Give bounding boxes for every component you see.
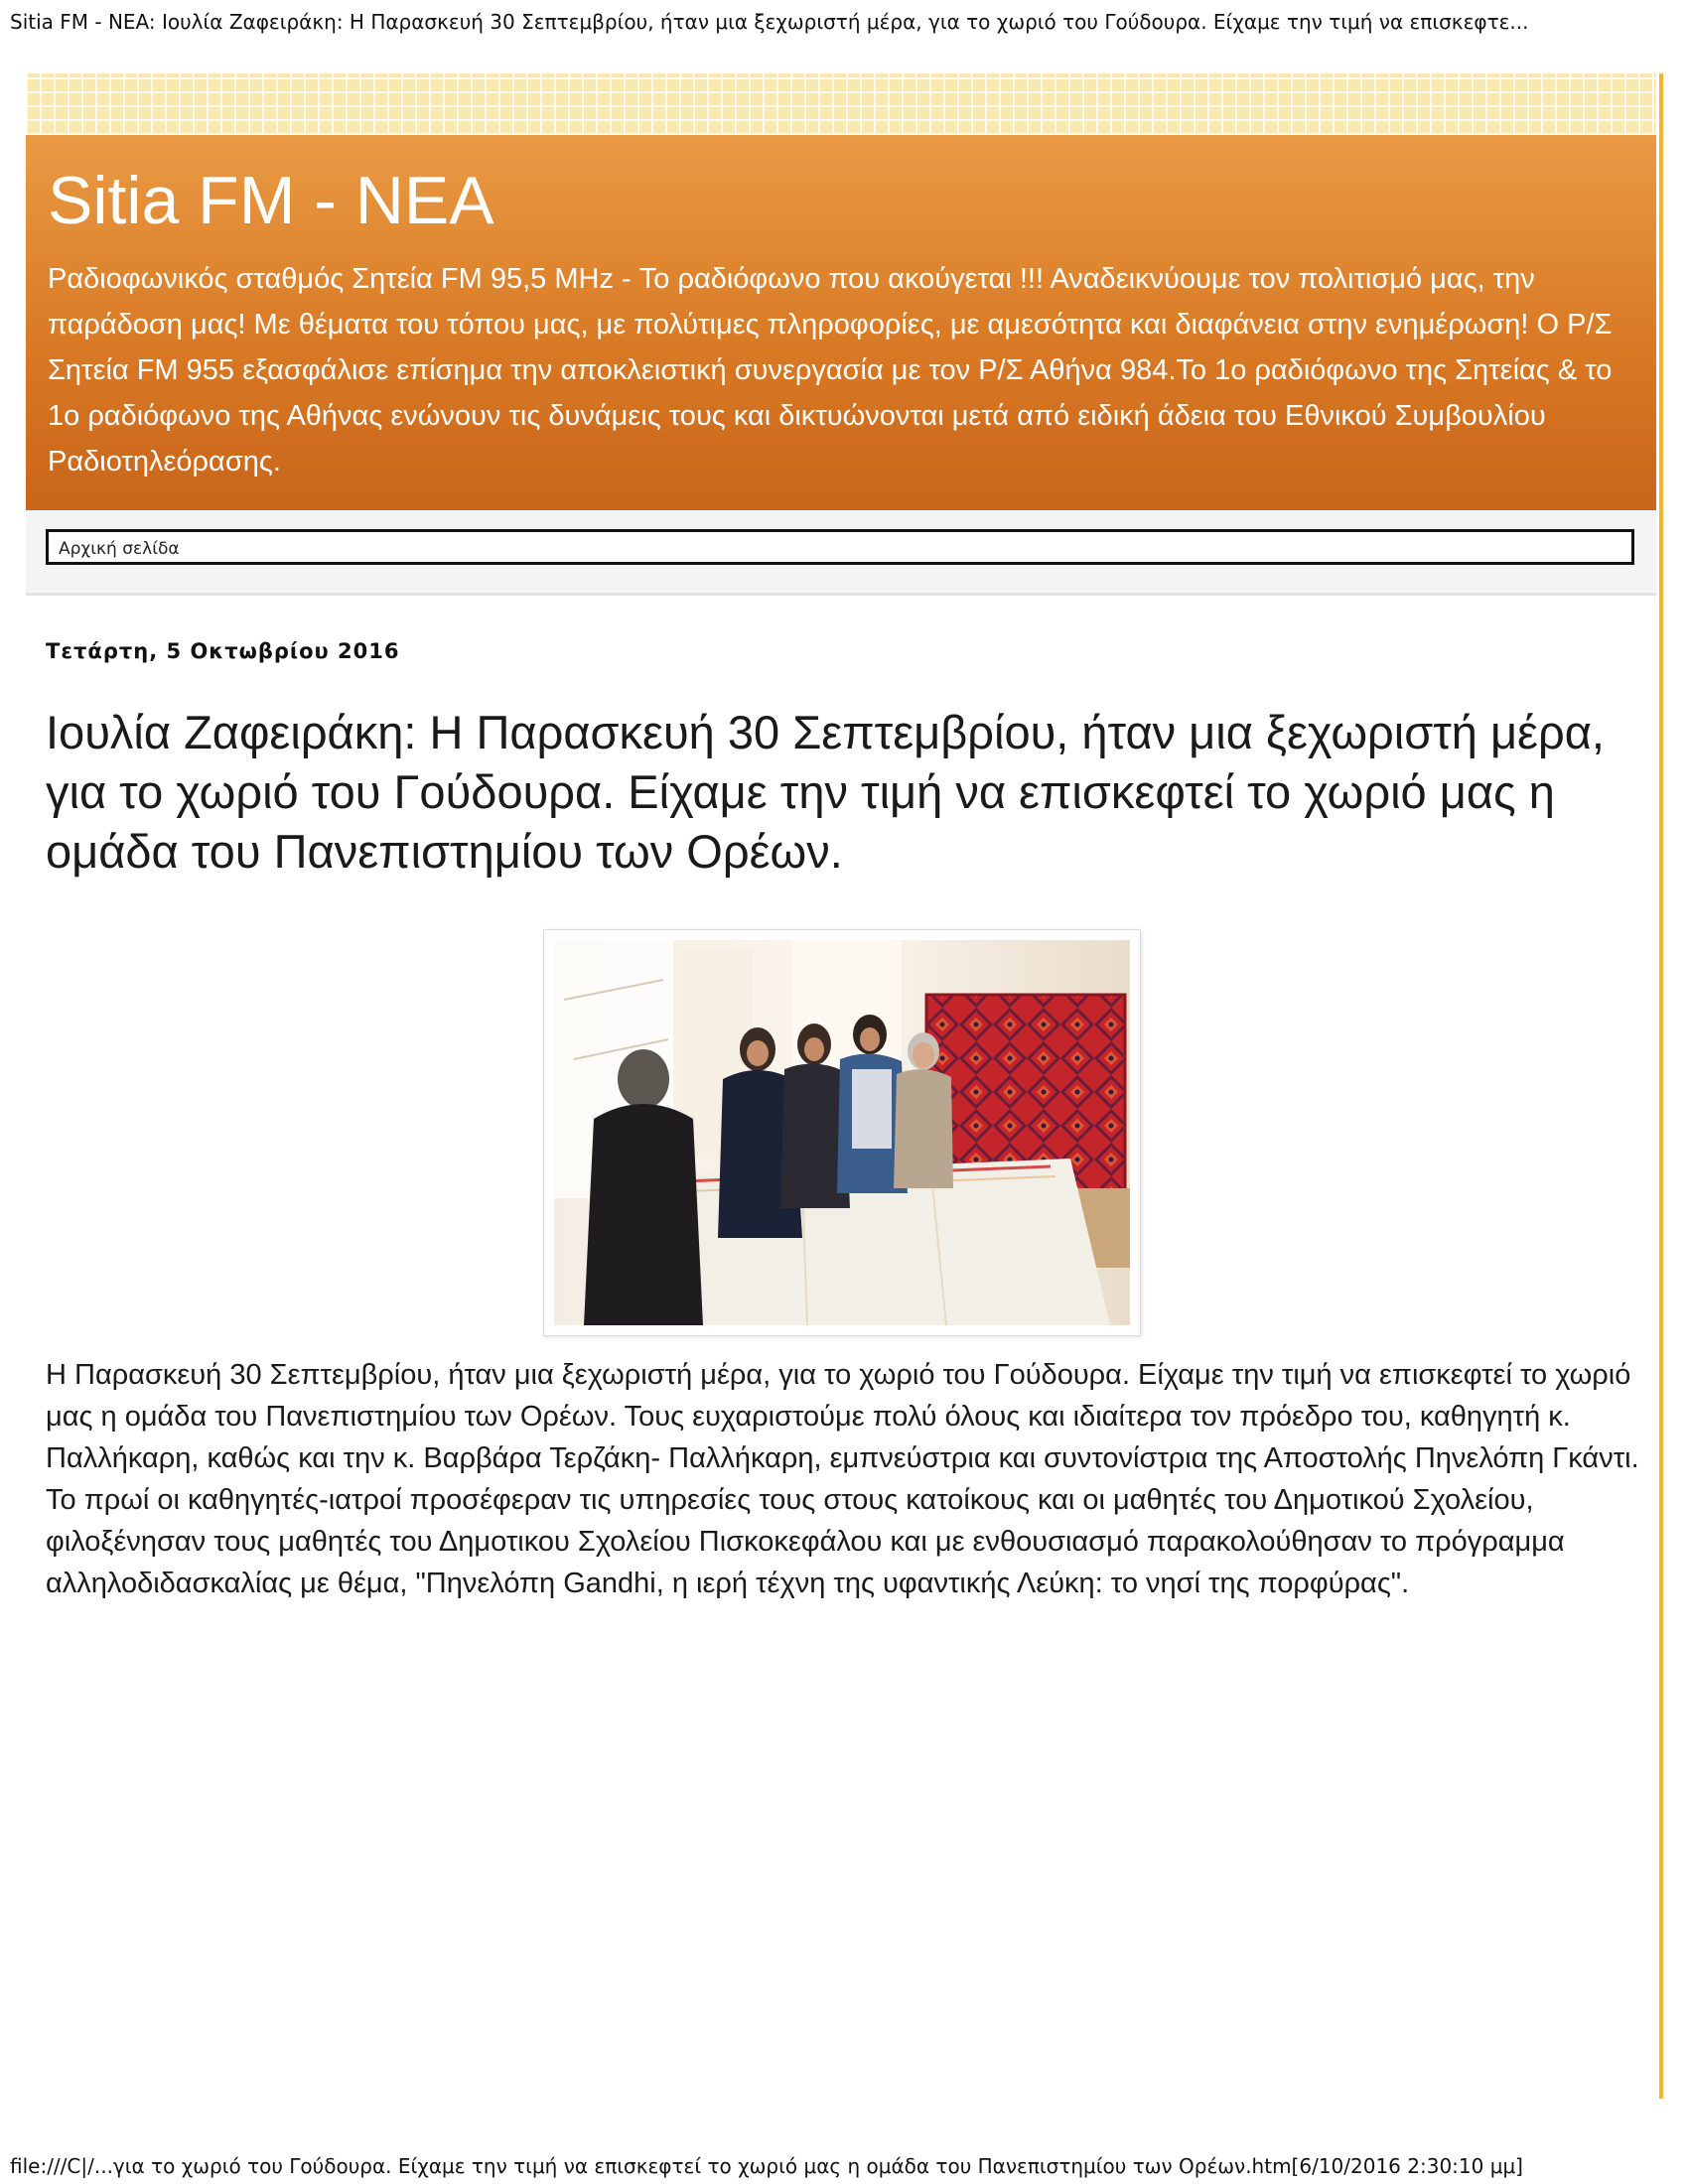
- weaving-workshop-photo: [554, 940, 1130, 1325]
- blog-header: [26, 135, 1656, 510]
- blog-title[interactable]: Sitia FM - NEA: [48, 163, 494, 238]
- blog-page: [26, 73, 1664, 2099]
- post-photo[interactable]: [543, 929, 1141, 1336]
- print-header: Sitia FM - NEA: Ιουλία Ζαφειράκη: Η Παρασκευή 30 Σεπτεμβρίου, ήταν μια ξεχωριστή μέρα, για το χωριό του Γούδουρα. Είχαμε την τιμή να επισκεφτε...: [10, 10, 1529, 34]
- blog-description: Ραδιοφωνικός σταθμός Σητεία FM 95,5 MHz - Το ραδιόφωνο που ακούγεται !!! Αναδεικνύουμε τον πολιτισμό μας, την παράδοση μας! Με θέματα του τόπου μας, με πολύτιμες πληροφορίες, με αμεσότητα και διαφάνεια στην ενημέρωση! Ο Ρ/Σ Σητεία FM 955 εξασφάλισε επίσημα την αποκλειστική συνεργασία με τον Ρ/Σ Αθήνα 984.Το 1ο ραδιόφωνο της Σητείας & το 1ο ραδιόφωνο της Αθήνας ενώνουν τις δυνάμεις τους και δικτυώνονται μετά από ειδική άδεια του Εθνικού Συμβουλίου Ραδιοτηλεόρασης.: [48, 263, 1613, 478]
- print-footer: file:///C|/...για το χωριό του Γούδουρα. Είχαμε την τιμή να επισκεφτεί το χωριό μας η ομάδα του Πανεπιστημίου των Ορέων.htm[6/10/2016 2:30:10 μμ]: [10, 2154, 1523, 2178]
- navigation-bar: [26, 510, 1656, 596]
- tab-home[interactable]: Αρχική σελίδα: [59, 539, 180, 559]
- post-body: Η Παρασκευή 30 Σεπτεμβρίου, ήταν μια ξεχωριστή μέρα, για το χωριό του Γούδουρα. Είχαμε την τιμή να επισκεφτεί το χωριό μας η ομάδα του Πανεπιστημίου των Ορέων. Τους ευχαριστούμε πολύ όλους και ιδιαίτερα τον πρόεδρο του, καθηγητή κ. Παλλήκαρη, καθώς και την κ. Βαρβάρα Τερζάκη- Παλλήκαρη, εμπνεύστρια και συντονίστρια της Αποστολής Πηνελόπη Γκάντι. Το πρωί οι καθηγητές-ιατροί προσέφεραν τις υπηρεσίες τους στους κατοίκους και οι μαθητές του Δημοτικού Σχολείου, φιλοξένησαν τους μαθητές του Δημοτικου Σχολείου Πισκοκεφάλου και με ενθουσιασμό παρακολούθησαν το πρόγραμμα αλληλοδιδασκαλίας με θέμα, "Πηνελόπη Gandhi, η ιερή τέχνη της υφαντικής Λεύκη: το νησί της πορφύρας".: [46, 1359, 1639, 1599]
- post-date: Τετάρτη, 5 Οκτωβρίου 2016: [46, 639, 400, 663]
- header-tile-strip: [26, 73, 1656, 135]
- post-title[interactable]: Ιουλία Ζαφειράκη: Η Παρασκευή 30 Σεπτεμβρίου, ήταν μια ξεχωριστή μέρα, για το χωριό του Γούδουρα. Είχαμε την τιμή να επισκεφτεί το χωριό μας η ομάδα του Πανεπιστημίου των Ορέων.: [46, 706, 1605, 878]
- page-tabs: [46, 529, 1634, 565]
